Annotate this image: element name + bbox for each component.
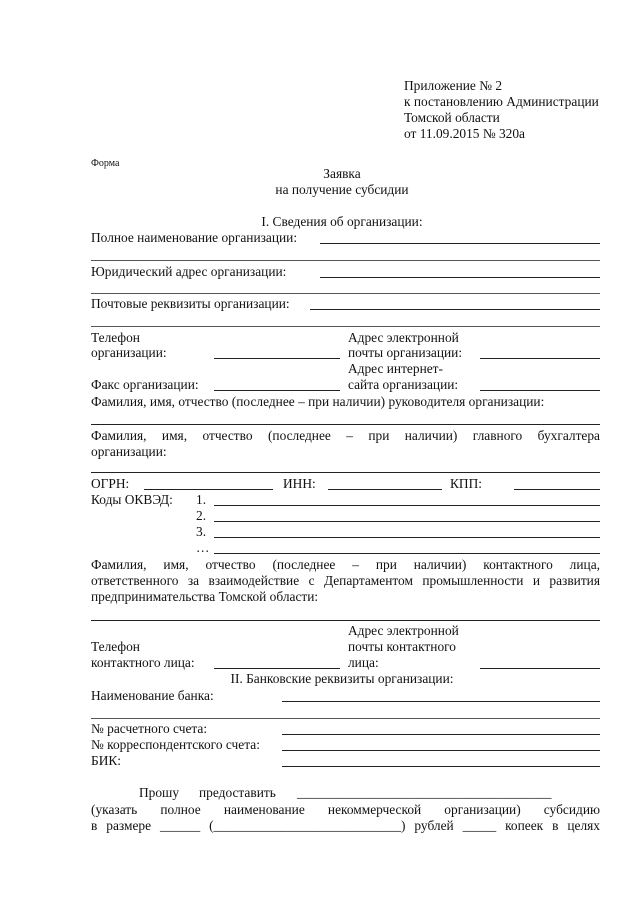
bank-name-field-line[interactable] [282, 701, 600, 702]
bik-field-line[interactable] [282, 766, 600, 767]
settlement-account-label: № расчетного счета: [91, 721, 208, 736]
request-word-1: Прошу [139, 785, 180, 800]
title-line-1: Заявка [323, 166, 361, 181]
okved-item-more: … [196, 540, 210, 555]
section1-heading: I. Сведения об организации: [261, 214, 423, 229]
website-field-line[interactable] [480, 390, 600, 391]
correspondent-account-field-line[interactable] [282, 750, 600, 751]
kpp-label: КПП: [450, 476, 482, 491]
settlement-account-field-line[interactable] [282, 734, 600, 735]
okved-item-1-line[interactable] [214, 505, 600, 506]
kpp-field-line[interactable] [514, 489, 600, 490]
contact-fio-label-line-3: предпринимательства Томской области: [91, 589, 319, 604]
bank-name-label: Наименование банка: [91, 688, 214, 703]
legal-address-continuation-line[interactable] [91, 293, 600, 294]
contact-fio-label-line-1: Фамилия, имя, отчество (последнее – при наличии) контактного лица, [91, 557, 600, 572]
okved-item-2-number: 2. [196, 508, 207, 523]
organization-name-blank[interactable]: ______________________________________ [297, 785, 552, 800]
appendix-line-1: Приложение № 2 [404, 78, 503, 93]
title-line-2: на получение субсидии [275, 182, 409, 197]
website-label-line-1: Адрес интернет- [348, 361, 443, 376]
appendix-line-4: от 11.09.2015 № 320а [404, 126, 525, 141]
bik-label: БИК: [91, 753, 122, 768]
full-name-label: Полное наименование организации: [91, 230, 298, 245]
phone-label-line-1: Телефон [91, 330, 140, 345]
okved-item-1-number: 1. [196, 492, 207, 507]
bank-name-continuation-line[interactable] [91, 718, 600, 719]
okved-item-more-line[interactable] [214, 553, 600, 554]
contact-fio-field-line[interactable] [91, 620, 600, 621]
email-label-line-2: почты организации: [348, 345, 463, 360]
inn-label: ИНН: [283, 476, 316, 491]
accountant-fio-field-line[interactable] [91, 472, 600, 473]
inn-field-line[interactable] [328, 489, 442, 490]
appendix-line-3: Томской области [404, 110, 500, 125]
full-name-field-line[interactable] [320, 243, 600, 244]
request-word-2: предоставить [199, 785, 276, 800]
contact-email-label-line-2: почты контактного [348, 639, 456, 654]
contact-phone-field-line[interactable] [214, 668, 340, 669]
contact-phone-label-line-2: контактного лица: [91, 655, 195, 670]
contact-phone-label-line-1: Телефон [91, 639, 140, 654]
phone-label-line-2: организации: [91, 345, 167, 360]
postal-details-continuation-line[interactable] [91, 326, 600, 327]
full-name-continuation-line[interactable] [91, 260, 600, 261]
website-label-line-2: сайта организации: [348, 377, 459, 392]
accountant-fio-label-line-1: Фамилия, имя, отчество (последнее – при наличии) главного бухгалтера [91, 428, 600, 443]
legal-address-field-line[interactable] [320, 277, 600, 278]
email-label-line-1: Адрес электронной [348, 330, 459, 345]
postal-details-field-line[interactable] [310, 309, 600, 310]
form-label: Форма [91, 158, 120, 169]
head-fio-field-line[interactable] [91, 424, 600, 425]
appendix-line-2: к постановлению Администрации [404, 94, 599, 109]
request-line-3[interactable]: в размере ______ (____________________________) рублей _____ копеек в целях [91, 818, 600, 833]
correspondent-account-label: № корреспондентского счета: [91, 737, 260, 752]
okved-label: Коды ОКВЭД: [91, 492, 173, 507]
head-fio-label: Фамилия, имя, отчество (последнее – при наличии) руководителя организации: [91, 394, 545, 409]
contact-email-label-line-3: лица: [348, 655, 379, 670]
section2-heading: II. Банковские реквизиты организации: [230, 671, 454, 686]
request-line-2: (указать полное наименование некоммерческой организации) субсидию [91, 802, 600, 817]
okved-item-3-number: 3. [196, 524, 207, 539]
ogrn-field-line[interactable] [144, 489, 273, 490]
phone-field-line[interactable] [214, 358, 340, 359]
postal-details-label: Почтовые реквизиты организации: [91, 296, 290, 311]
email-field-line[interactable] [480, 358, 600, 359]
okved-item-3-line[interactable] [214, 537, 600, 538]
accountant-fio-label-line-2: организации: [91, 444, 167, 459]
contact-email-label-line-1: Адрес электронной [348, 623, 459, 638]
ogrn-label: ОГРН: [91, 476, 130, 491]
contact-email-field-line[interactable] [480, 668, 600, 669]
legal-address-label: Юридический адрес организации: [91, 264, 287, 279]
fax-label: Факс организации: [91, 377, 199, 392]
fax-field-line[interactable] [214, 390, 340, 391]
contact-fio-label-line-2: ответственного за взаимодействие с Департаментом промышленности и развития [91, 573, 600, 588]
okved-item-2-line[interactable] [214, 521, 600, 522]
